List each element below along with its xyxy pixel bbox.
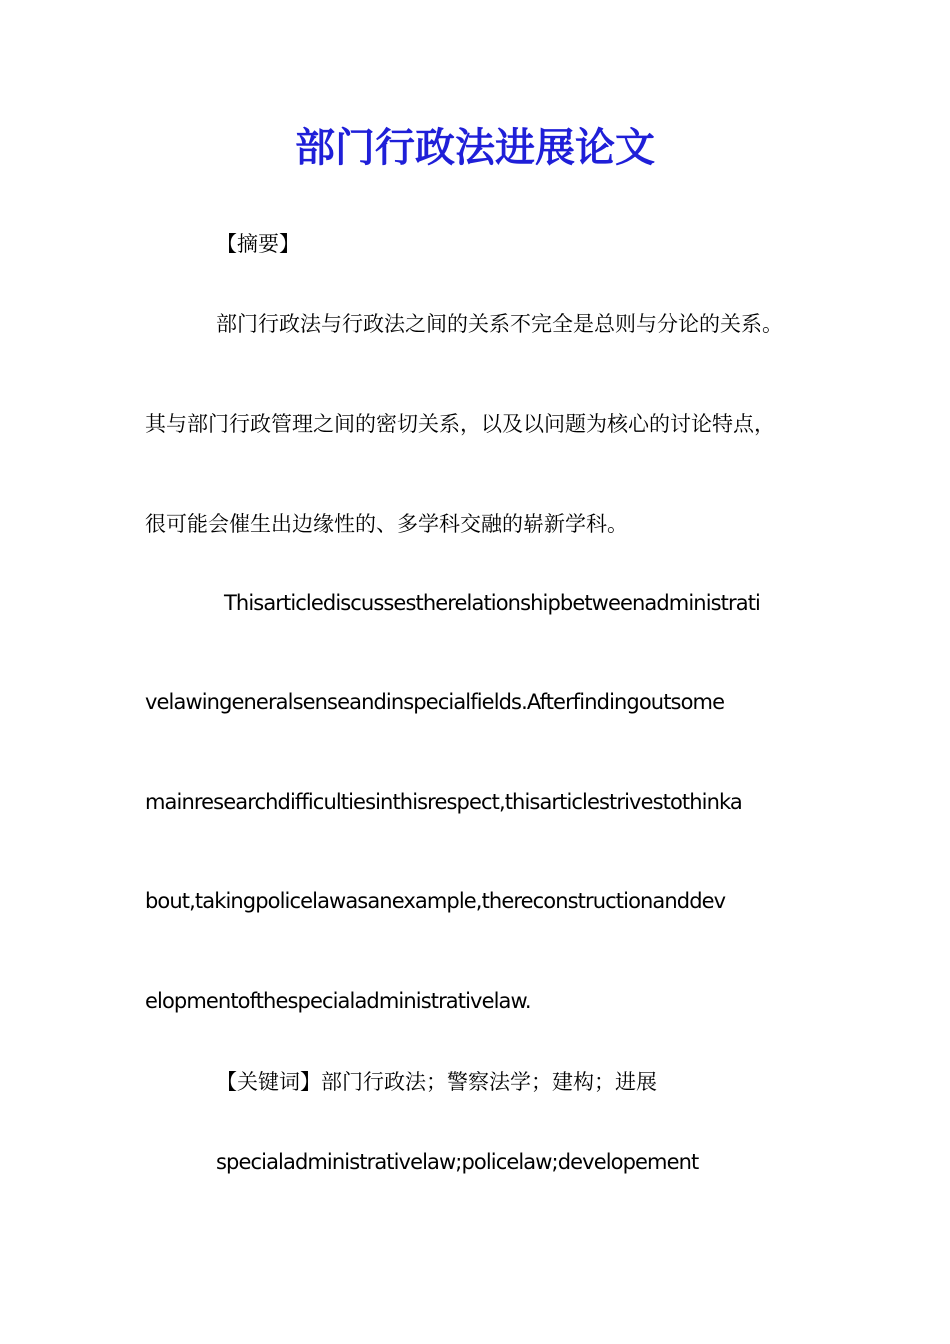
document-title: 部门行政法进展论文 [295, 124, 655, 171]
abstract-cn-line-3: 很可能会催生出边缘性的、多学科交融的崭新学科。 [145, 512, 628, 536]
abstract-en-line-4: bout,takingpolicelawasanexample,thereconstructionanddev [145, 889, 726, 913]
abstract-en-line-1: Thisarticlediscussestherelationshipbetweenadministrati [224, 591, 760, 615]
abstract-cn-line-2: 其与部门行政管理之间的密切关系，以及以问题为核心的讨论特点， [145, 412, 775, 436]
keywords-en: specialadministrativelaw;policelaw;developement [216, 1150, 699, 1174]
abstract-en-line-5: elopmentofthespecialadministrativelaw. [145, 989, 531, 1013]
abstract-cn-line-1: 部门行政法与行政法之间的关系不完全是总则与分论的关系。 [216, 312, 783, 336]
abstract-en-line-3: mainresearchdifficultiesinthisrespect,thisarticlestrivestothinka [145, 790, 742, 814]
abstract-en-line-2: velawingeneralsenseandinspecialfields.Afterfindingoutsome [145, 690, 725, 714]
keywords-cn: 【关键词】部门行政法；警察法学；建构；进展 [216, 1070, 657, 1094]
abstract-heading: 【摘要】 [216, 232, 300, 256]
